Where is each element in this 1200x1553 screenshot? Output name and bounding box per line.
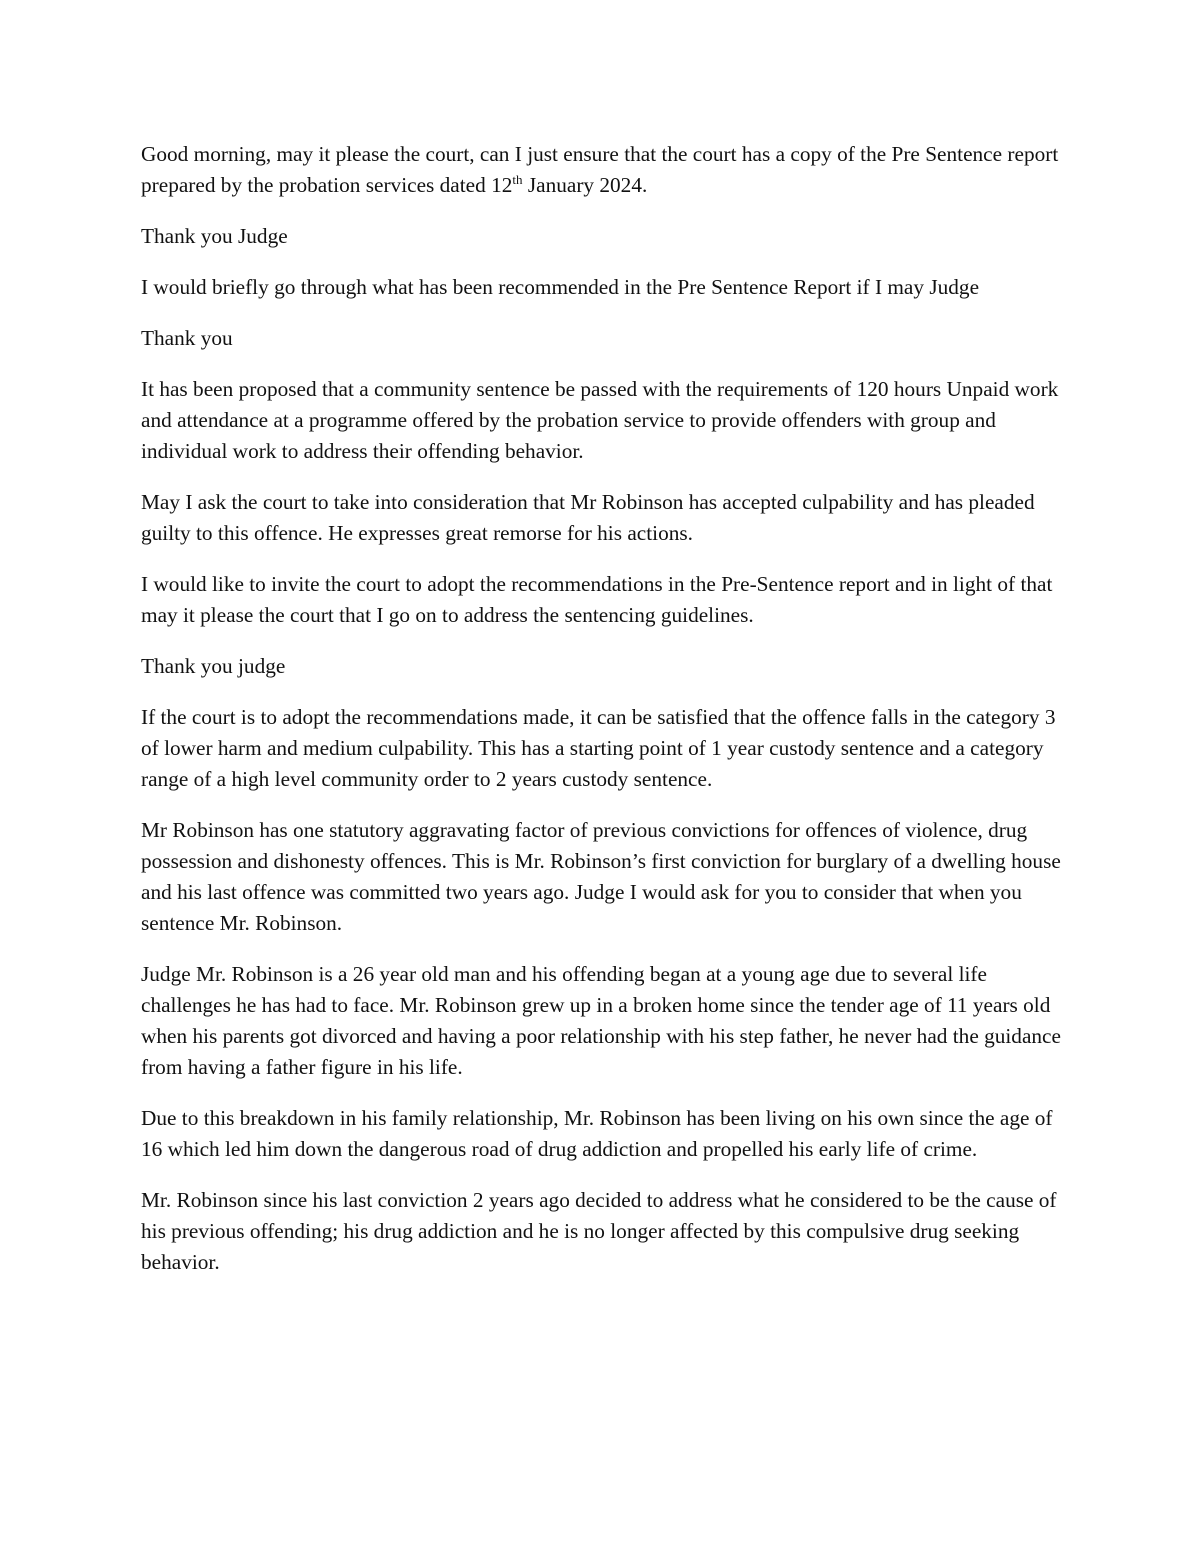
paragraph-background: Judge Mr. Robinson is a 26 year old man and his offending began at a young age due to several life challenges he has had to face. Mr. Robinson grew up in a broken home since the tender age of 11 years old when his parents got divorced and having a poor relationship with his step father, he never had the guidance from having a father figure in his life. — [141, 962, 1061, 1079]
paragraph-thank-you-judge-2: Thank you judge — [141, 654, 286, 678]
paragraph-culpability: May I ask the court to take into consideration that Mr Robinson has accepted culpability and has pleaded guilty to this offence. He expresses great remorse for his actions. — [141, 490, 1035, 545]
paragraph-rehabilitation: Mr. Robinson since his last conviction 2 years ago decided to address what he considered to be the cause of his previous offending; his drug addiction and he is no longer affected by this compulsive drug seeking behavior. — [141, 1188, 1057, 1274]
document-body — [141, 139, 1066, 1298]
paragraph-thank-you: Thank you — [141, 326, 233, 350]
paragraph-opening: Good morning, may it please the court, can I just ensure that the court has a copy of the Pre Sentence report prepared by the probation services dated 12th January 2024. — [141, 142, 1059, 197]
paragraph-family-breakdown: Due to this breakdown in his family relationship, Mr. Robinson has been living on his own since the age of 16 which led him down the dangerous road of drug addiction and propelled his early life of crime. — [141, 1106, 1053, 1161]
paragraph-adopt-recommendations: I would like to invite the court to adopt the recommendations in the Pre-Sentence report and in light of that may it please the court that I go on to address the sentencing guidelines. — [141, 572, 1053, 627]
paragraph-thank-you-judge: Thank you Judge — [141, 224, 288, 248]
paragraph-community-sentence: It has been proposed that a community sentence be passed with the requirements of 120 hours Unpaid work and attendance at a programme offered by the probation service to provide offenders with group and individual work to address their offending behavior. — [141, 377, 1059, 463]
paragraph-briefly-go-through: I would briefly go through what has been recommended in the Pre Sentence Report if I may Judge — [141, 275, 980, 299]
paragraph-category: If the court is to adopt the recommendations made, it can be satisfied that the offence falls in the category 3 of lower harm and medium culpability. This has a starting point of 1 year custody sentence and a category range of a high level community order to 2 years custody sentence. — [141, 705, 1056, 791]
ordinal-suffix: th — [512, 172, 523, 187]
paragraph-aggravating-factor: Mr Robinson has one statutory aggravating factor of previous convictions for offences of violence, drug possession and dishonesty offences. This is Mr. Robinson’s first conviction for burglary of a dwelling house and his last offence was committed two years ago. Judge I would ask for you to consider that when you sentence Mr. Robinson. — [141, 818, 1061, 935]
